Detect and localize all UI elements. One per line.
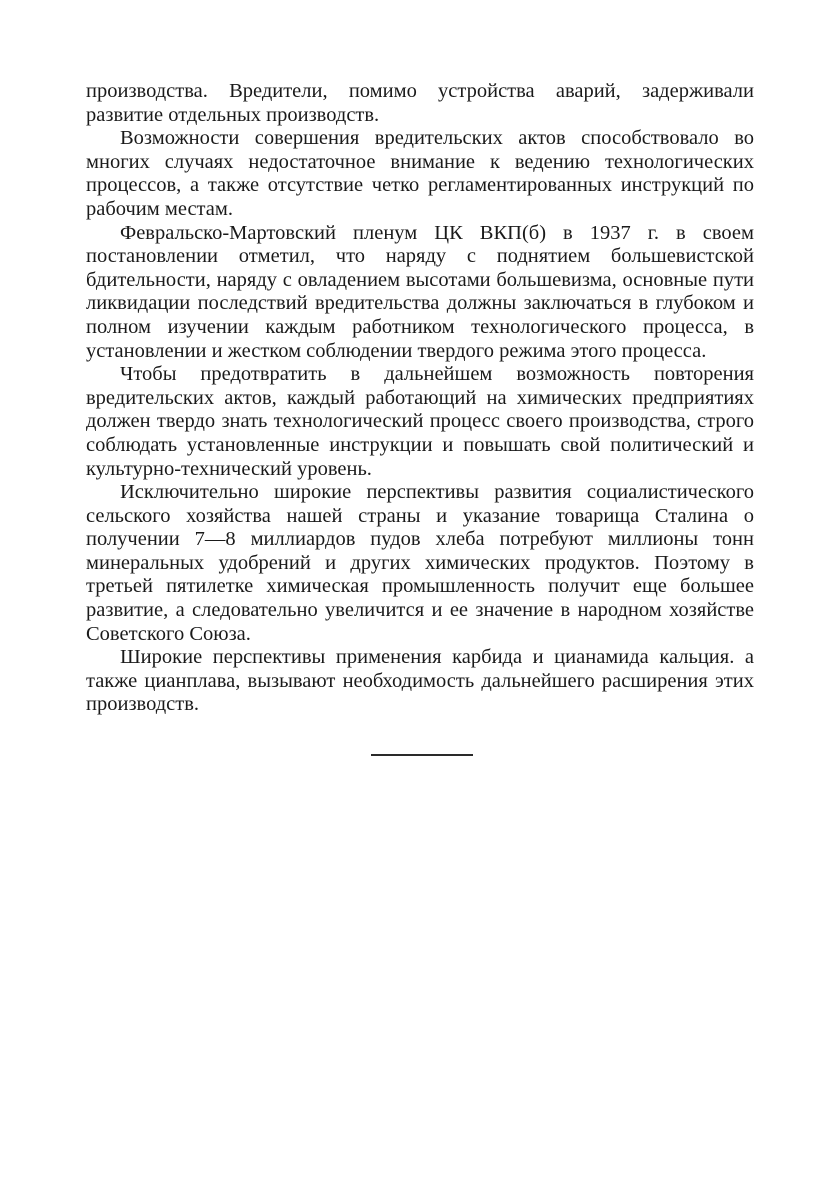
paragraph-4: Чтобы предотвратить в дальнейшем возможность повторения вредительских актов, каждый работающий на химических предприятиях должен твердо знать технологический процесс своего производства, строго соблюдать установленные инструкции и повышать свой политический и культурно-технический уровень.: [86, 363, 754, 480]
paragraph-6: Широкие перспективы применения карбида и цианамида кальция. а также цианплава, вызывают необходимость дальнейшего расширения этих производств.: [86, 646, 754, 716]
section-end-rule: [371, 754, 473, 756]
paragraph-5: Исключительно широкие перспективы развития социалистического сельского хозяйства нашей страны и указание товарища Сталина о получении 7—8 миллиардов пудов хлеба потребуют миллионы тонн минеральных удобрений и других химических продуктов. Поэтому в третьей пятилетке химическая промышленность получит еще большее развитие, а следовательно увеличится и ее значение в народном хозяйстве Советского Союза.: [86, 481, 754, 645]
page-body: [86, 80, 754, 717]
paragraph-3: Февральско-Мартовский пленум ЦК ВКП(б) в 1937 г. в своем постановлении отметил, что наряду с поднятием большевистской бдительности, наряду с овладением высотами большевизма, основные пути ликвидации последствий вредительства должны заключаться в глубоком и полном изучении каждым работником технологического процесса, в установлении и жестком соблюдении твердого режима этого процесса.: [86, 221, 754, 362]
paragraph-1: производства. Вредители, помимо устройства аварий, задерживали развитие отдельных производств.: [86, 80, 754, 126]
paragraph-2: Возможности совершения вредительских актов способствовало во многих случаях недостаточное внимание к ведению технологических процессов, а также отсутствие четко регламентированных инструкций по рабочим местам.: [86, 127, 754, 220]
